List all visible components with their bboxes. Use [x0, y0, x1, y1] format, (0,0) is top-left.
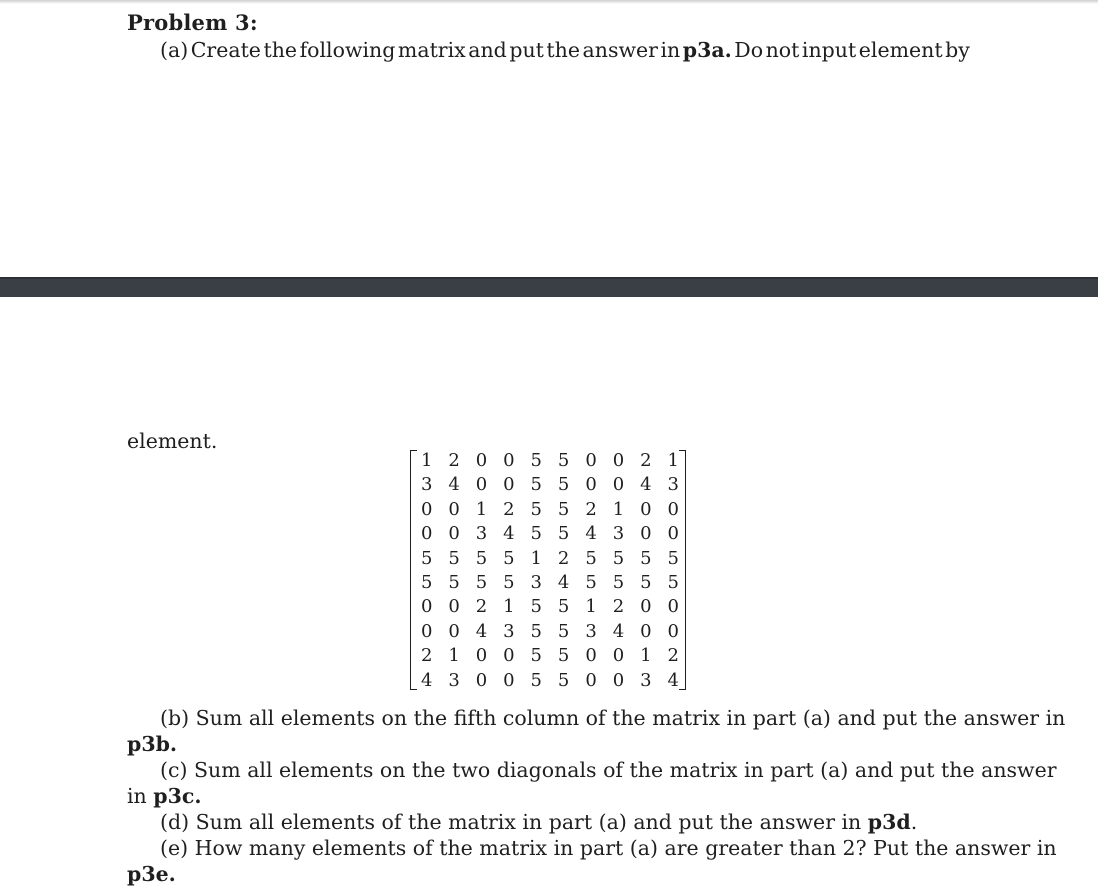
matrix-cell: 0 [640, 596, 652, 618]
matrix-cell: 5 [530, 669, 542, 691]
matrix-cell: 0 [448, 523, 460, 545]
matrix-cell: 5 [448, 547, 460, 569]
matrix-cell: 3 [530, 571, 542, 593]
part-e-line1 [160, 835, 1057, 861]
part-c-text: (c) Sum all elements on the two diagonals of the matrix in part (a) and put the answer [160, 758, 1057, 782]
matrix-cell: 0 [475, 669, 488, 691]
part-a-word: Create [190, 38, 261, 62]
matrix-cell: 5 [557, 450, 570, 471]
matrix-cell: 5 [530, 450, 542, 471]
matrix-cell: 5 [585, 571, 597, 593]
matrix-cell: 3 [640, 669, 652, 691]
part-a-word: following [299, 38, 396, 62]
part-a-variable: p3a. [682, 38, 732, 62]
matrix-cell: 1 [530, 547, 542, 569]
part-b-variable: p3b. [127, 732, 178, 756]
matrix-cell: 0 [612, 450, 625, 471]
part-c-line2 [127, 783, 202, 809]
part-a-word: the [546, 38, 580, 62]
part-b-text: (b) Sum all elements on the fifth column of the matrix in part (a) and put the answer in [160, 706, 1066, 730]
part-d-variable: p3d [867, 810, 911, 834]
page-break-divider [0, 277, 1098, 297]
matrix-cell: 1 [475, 498, 488, 520]
matrix-cell: 1 [640, 645, 652, 667]
matrix-cell: 5 [420, 571, 433, 593]
matrix-cell: 1 [420, 450, 433, 471]
part-a-word: matrix [397, 38, 466, 62]
matrix-cell: 4 [640, 474, 652, 496]
part-b-line1 [160, 705, 1066, 731]
matrix-cell: 5 [667, 571, 679, 593]
matrix-cell: 1 [448, 645, 460, 667]
matrix-cell: 0 [448, 596, 460, 618]
matrix-cell: 0 [475, 474, 488, 496]
matrix-cell: 4 [557, 571, 570, 593]
matrix-cell: 0 [503, 450, 515, 471]
matrix-cell: 0 [503, 474, 515, 496]
matrix-cell: 5 [530, 596, 542, 618]
matrix-cell: 5 [557, 596, 570, 618]
matrix-cell: 2 [503, 498, 515, 520]
matrix-cell: 3 [667, 474, 679, 496]
matrix-cell: 4 [448, 474, 460, 496]
matrix-cell: 5 [530, 645, 542, 667]
matrix-cell: 5 [557, 498, 570, 520]
matrix-cell: 2 [448, 450, 460, 471]
matrix-cell: 3 [612, 523, 625, 545]
matrix-cell: 0 [585, 474, 597, 496]
part-a-word: answer [582, 38, 658, 62]
matrix-cell: 0 [475, 645, 488, 667]
matrix-cell: 2 [420, 645, 433, 667]
matrix-cell: 4 [475, 620, 488, 642]
part-b-line2 [127, 731, 177, 757]
matrix-cell: 0 [503, 669, 515, 691]
part-c-variable: p3c. [153, 784, 202, 808]
part-a-word: and [468, 38, 507, 62]
matrix-cell: 5 [530, 498, 542, 520]
matrix-cell: 0 [667, 620, 679, 642]
matrix-cell: 3 [475, 523, 488, 545]
matrix-cell: 5 [640, 571, 652, 593]
part-a-word: element [858, 38, 943, 62]
matrix-cell: 5 [503, 571, 515, 593]
matrix-cell: 0 [420, 498, 433, 520]
matrix-cell: 2 [475, 596, 488, 618]
matrix-cell: 0 [640, 620, 652, 642]
matrix-cell: 0 [640, 523, 652, 545]
matrix-cell: 5 [503, 547, 515, 569]
matrix-cell: 0 [612, 645, 625, 667]
matrix-cell: 4 [420, 669, 433, 691]
matrix-cell: 0 [503, 645, 515, 667]
part-c-prefix: in [127, 784, 154, 808]
matrix-cell: 1 [612, 498, 625, 520]
matrix-cell: 0 [667, 523, 679, 545]
matrix-cell: 0 [475, 450, 488, 471]
matrix-cell: 5 [612, 571, 625, 593]
matrix-cell: 0 [612, 474, 625, 496]
matrix-cell: 5 [585, 547, 597, 569]
matrix-cell: 5 [557, 669, 570, 691]
matrix-cell: 0 [612, 669, 625, 691]
matrix-cell: 2 [612, 596, 625, 618]
matrix-cell: 5 [475, 571, 488, 593]
matrix-cell: 0 [448, 498, 460, 520]
matrix-grid [413, 449, 687, 693]
matrix-cell: 3 [448, 669, 460, 691]
matrix-cell: 5 [420, 547, 433, 569]
matrix-cell: 0 [585, 450, 597, 471]
matrix-cell: 5 [640, 547, 652, 569]
part-a-word: not [765, 38, 800, 62]
matrix-cell: 2 [585, 498, 597, 520]
matrix-cell: 5 [667, 547, 679, 569]
part-a-word: Do [734, 38, 764, 62]
matrix-cell: 5 [557, 474, 570, 496]
matrix-cell: 2 [640, 450, 652, 471]
matrix-cell: 5 [557, 645, 570, 667]
matrix-cell: 3 [503, 620, 515, 642]
part-e-line2 [127, 861, 176, 887]
matrix-cell: 5 [557, 523, 570, 545]
matrix-cell: 0 [585, 669, 597, 691]
matrix-cell: 5 [475, 547, 488, 569]
matrix-cell: 4 [503, 523, 515, 545]
matrix-cell: 0 [420, 596, 433, 618]
part-a-continuation: element. [127, 429, 218, 453]
matrix-cell: 5 [557, 620, 570, 642]
matrix-cell: 0 [448, 620, 460, 642]
part-d-text: (d) Sum all elements of the matrix in part (a) and put the answer in [160, 810, 868, 834]
part-a-word: (a) [160, 38, 189, 62]
matrix-cell: 0 [420, 620, 433, 642]
matrix-cell: 5 [448, 571, 460, 593]
matrix-cell: 1 [503, 596, 515, 618]
part-a-word: by [945, 38, 970, 62]
matrix-cell: 4 [585, 523, 597, 545]
part-a-word: input [801, 38, 857, 62]
matrix-cell: 2 [667, 645, 679, 667]
part-a-word: the [263, 38, 298, 62]
part-e-text: (e) How many elements of the matrix in part (a) are greater than 2? Put the answer in [160, 836, 1057, 860]
part-d-line [160, 809, 917, 835]
matrix-cell: 5 [530, 474, 542, 496]
matrix-cell: 1 [667, 450, 679, 471]
matrix-cell: 0 [667, 498, 679, 520]
part-a-word: in [660, 38, 681, 62]
part-e-variable: p3e. [127, 862, 176, 886]
matrix-cell: 0 [420, 523, 433, 545]
matrix-cell: 5 [530, 523, 542, 545]
part-a-word: put [509, 38, 544, 62]
part-c-line1 [160, 757, 1057, 783]
part-d-suffix: . [910, 810, 918, 834]
top-shadow [0, 0, 1098, 4]
matrix-cell: 3 [585, 620, 597, 642]
matrix-cell: 1 [585, 596, 597, 618]
part-a-line [160, 37, 970, 63]
matrix-cell: 5 [612, 547, 625, 569]
matrix-cell: 4 [667, 669, 679, 691]
matrix [410, 448, 686, 693]
matrix-cell: 2 [557, 547, 570, 569]
matrix-cell: 0 [585, 645, 597, 667]
problem-title: Problem 3: [127, 10, 258, 35]
matrix-cell: 3 [420, 474, 433, 496]
matrix-cell: 5 [530, 620, 542, 642]
matrix-cell: 0 [667, 596, 679, 618]
matrix-cell: 4 [612, 620, 625, 642]
matrix-cell: 0 [640, 498, 652, 520]
